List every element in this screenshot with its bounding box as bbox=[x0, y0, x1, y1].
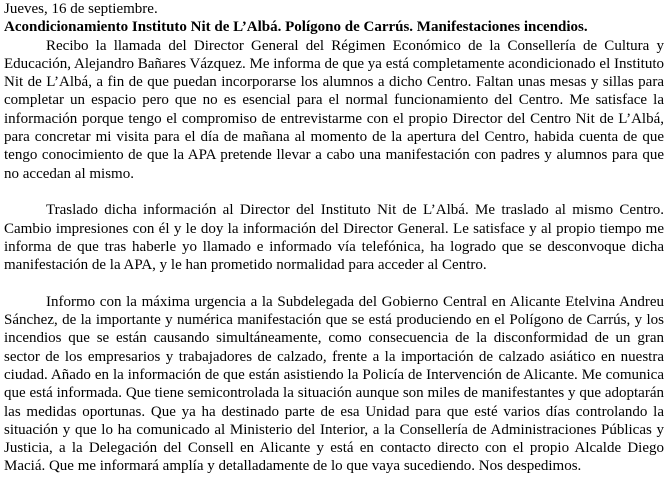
paragraph-3: Informo con la máxima urgencia a la Subdelegada del Gobierno Central en Alicante Etelvina Andreu Sánchez, de la importante y numérica manifestación que se está produciendo en el Polígono de Carrús, y los incendios que se están causando simultáneamente, como consecuencia de la disconformidad de un gran sector de los empresarios y trabajadores de calzado, frente a la importación de calzado asiático en nuestra ciudad. Añado en la información de que están asistiendo la Policía de Intervención de Alicante. Me comunica que está informada. Que tiene semicontrolada la situación aunque son miles de manifestantes y que adoptarán las medidas oportunas. Que ya ha destinado parte de esa Unidad para que esté varios días controlando la situación y que lo ha comunicado al Ministerio del Interior, a la Consellería de Administraciones Públicas y Justicia, a la Delegación del Consell en Alicante y está en contacto directo con el propio Alcalde Diego Maciá. Que me informará amplía y detalladamente de lo que vaya sucediendo. Nos despedimos. bbox=[4, 293, 664, 475]
document-heading: Acondicionamiento Instituto Nit de L’Albá. Polígono de Carrús. Manifestaciones incendios. bbox=[4, 19, 588, 36]
paragraph-spacer bbox=[4, 274, 664, 292]
paragraph-1: Recibo la llamada del Director General del Régimen Económico de la Consellería de Cultura y Educación, Alejandro Bañares Vázquez. Me informa de que ya está completamente acondicionado el Instituto Nit de L’Albá, a fin de que puedan incorporarse los alumnos a dicho Centro. Faltan unas mesas y sillas para completar un espacio pero que no es esencial para el normal funcionamiento del Centro. Me satisface la información porque tengo el compromiso de entrevistarme con el propio Director del Centro Nit de L’Albá, para concretar mi visita para el día de mañana al momento de la apertura del Centro, habida cuenta de que tengo conocimiento de que la APA pretende llevar a cabo una manifestación con padres y alumnos para que no accedan al mismo. bbox=[4, 37, 664, 182]
paragraph-spacer bbox=[4, 183, 664, 201]
paragraph-2: Traslado dicha información al Director del Instituto Nit de L’Albá. Me traslado al mismo Centro. Cambio impresiones con él y le doy la información del Director General. Le satisface y al propio tiempo me informa de que tras haberle yo llamado e informado vía telefónica, ha logrado que se desconvoque dicha manifestación de la APA, y le han prometido normalidad para acceder al Centro. bbox=[4, 202, 664, 274]
date-line: Jueves, 16 de septiembre. bbox=[4, 1, 158, 17]
document-page bbox=[4, 0, 664, 476]
